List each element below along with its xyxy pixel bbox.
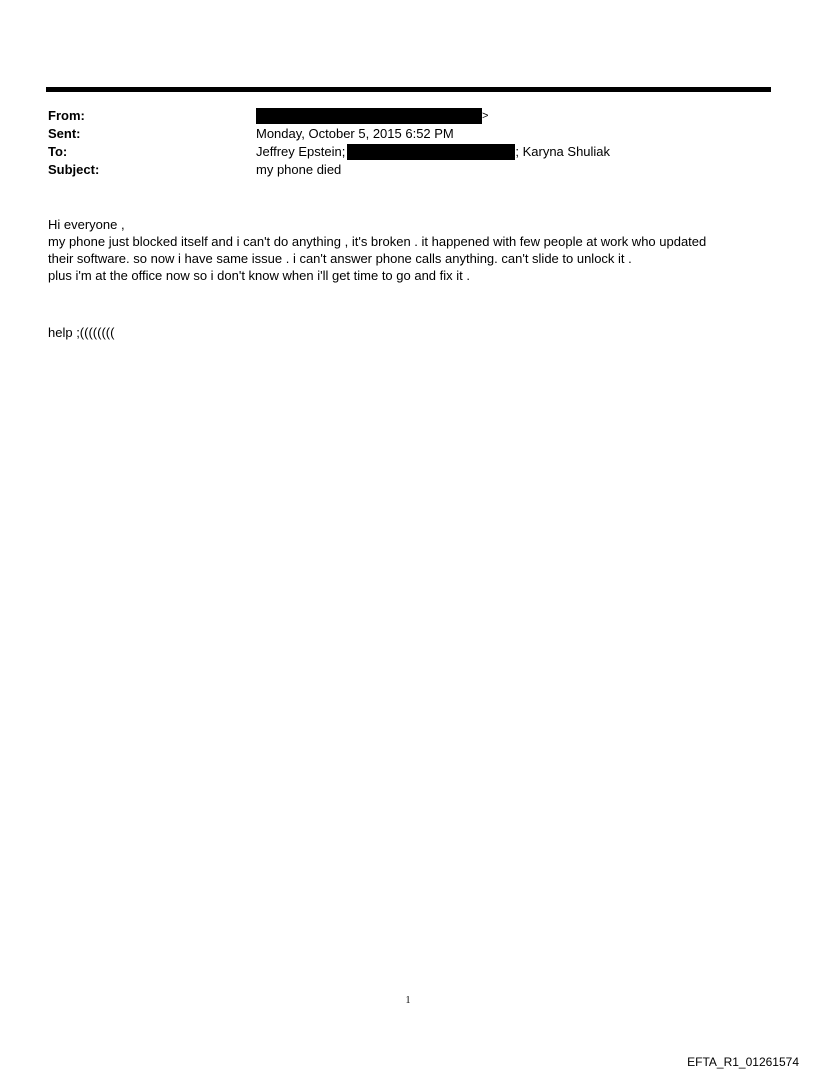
page-number: 1 — [405, 995, 411, 1006]
sent-row — [48, 125, 768, 143]
to-row — [48, 143, 768, 161]
body-line: their software. so now i have same issue . i can't answer phone calls anything. can't slide to unlock it . — [48, 251, 632, 266]
body-line: plus i'm at the office now so i don't know when i'll get time to go and fix it . — [48, 268, 470, 283]
from-value — [256, 107, 488, 125]
body-line: my phone just blocked itself and i can't do anything , it's broken . it happened with few people at work who updated — [48, 234, 707, 249]
email-header — [48, 107, 768, 179]
subject-value: my phone died — [256, 162, 342, 177]
redaction-block — [347, 144, 515, 160]
email-signoff: help ;(((((((( — [48, 325, 115, 340]
from-label: From: — [48, 108, 85, 123]
subject-row — [48, 161, 768, 179]
to-value — [256, 143, 610, 161]
sent-value: Monday, October 5, 2015 6:52 PM — [256, 126, 454, 141]
email-body — [48, 216, 778, 284]
subject-label: Subject: — [48, 162, 100, 177]
to-value-prefix: Jeffrey Epstein; — [256, 144, 346, 159]
to-value-suffix: ; Karyna Shuliak — [515, 144, 611, 159]
sent-label: Sent: — [48, 126, 81, 141]
from-value-suffix: > — [482, 110, 489, 122]
redaction-block — [256, 108, 482, 124]
to-label: To: — [48, 144, 68, 159]
body-line: Hi everyone , — [48, 217, 125, 232]
from-row — [48, 107, 768, 125]
header-divider-rule — [46, 87, 771, 92]
document-id: EFTA_R1_01261574 — [687, 1055, 799, 1069]
